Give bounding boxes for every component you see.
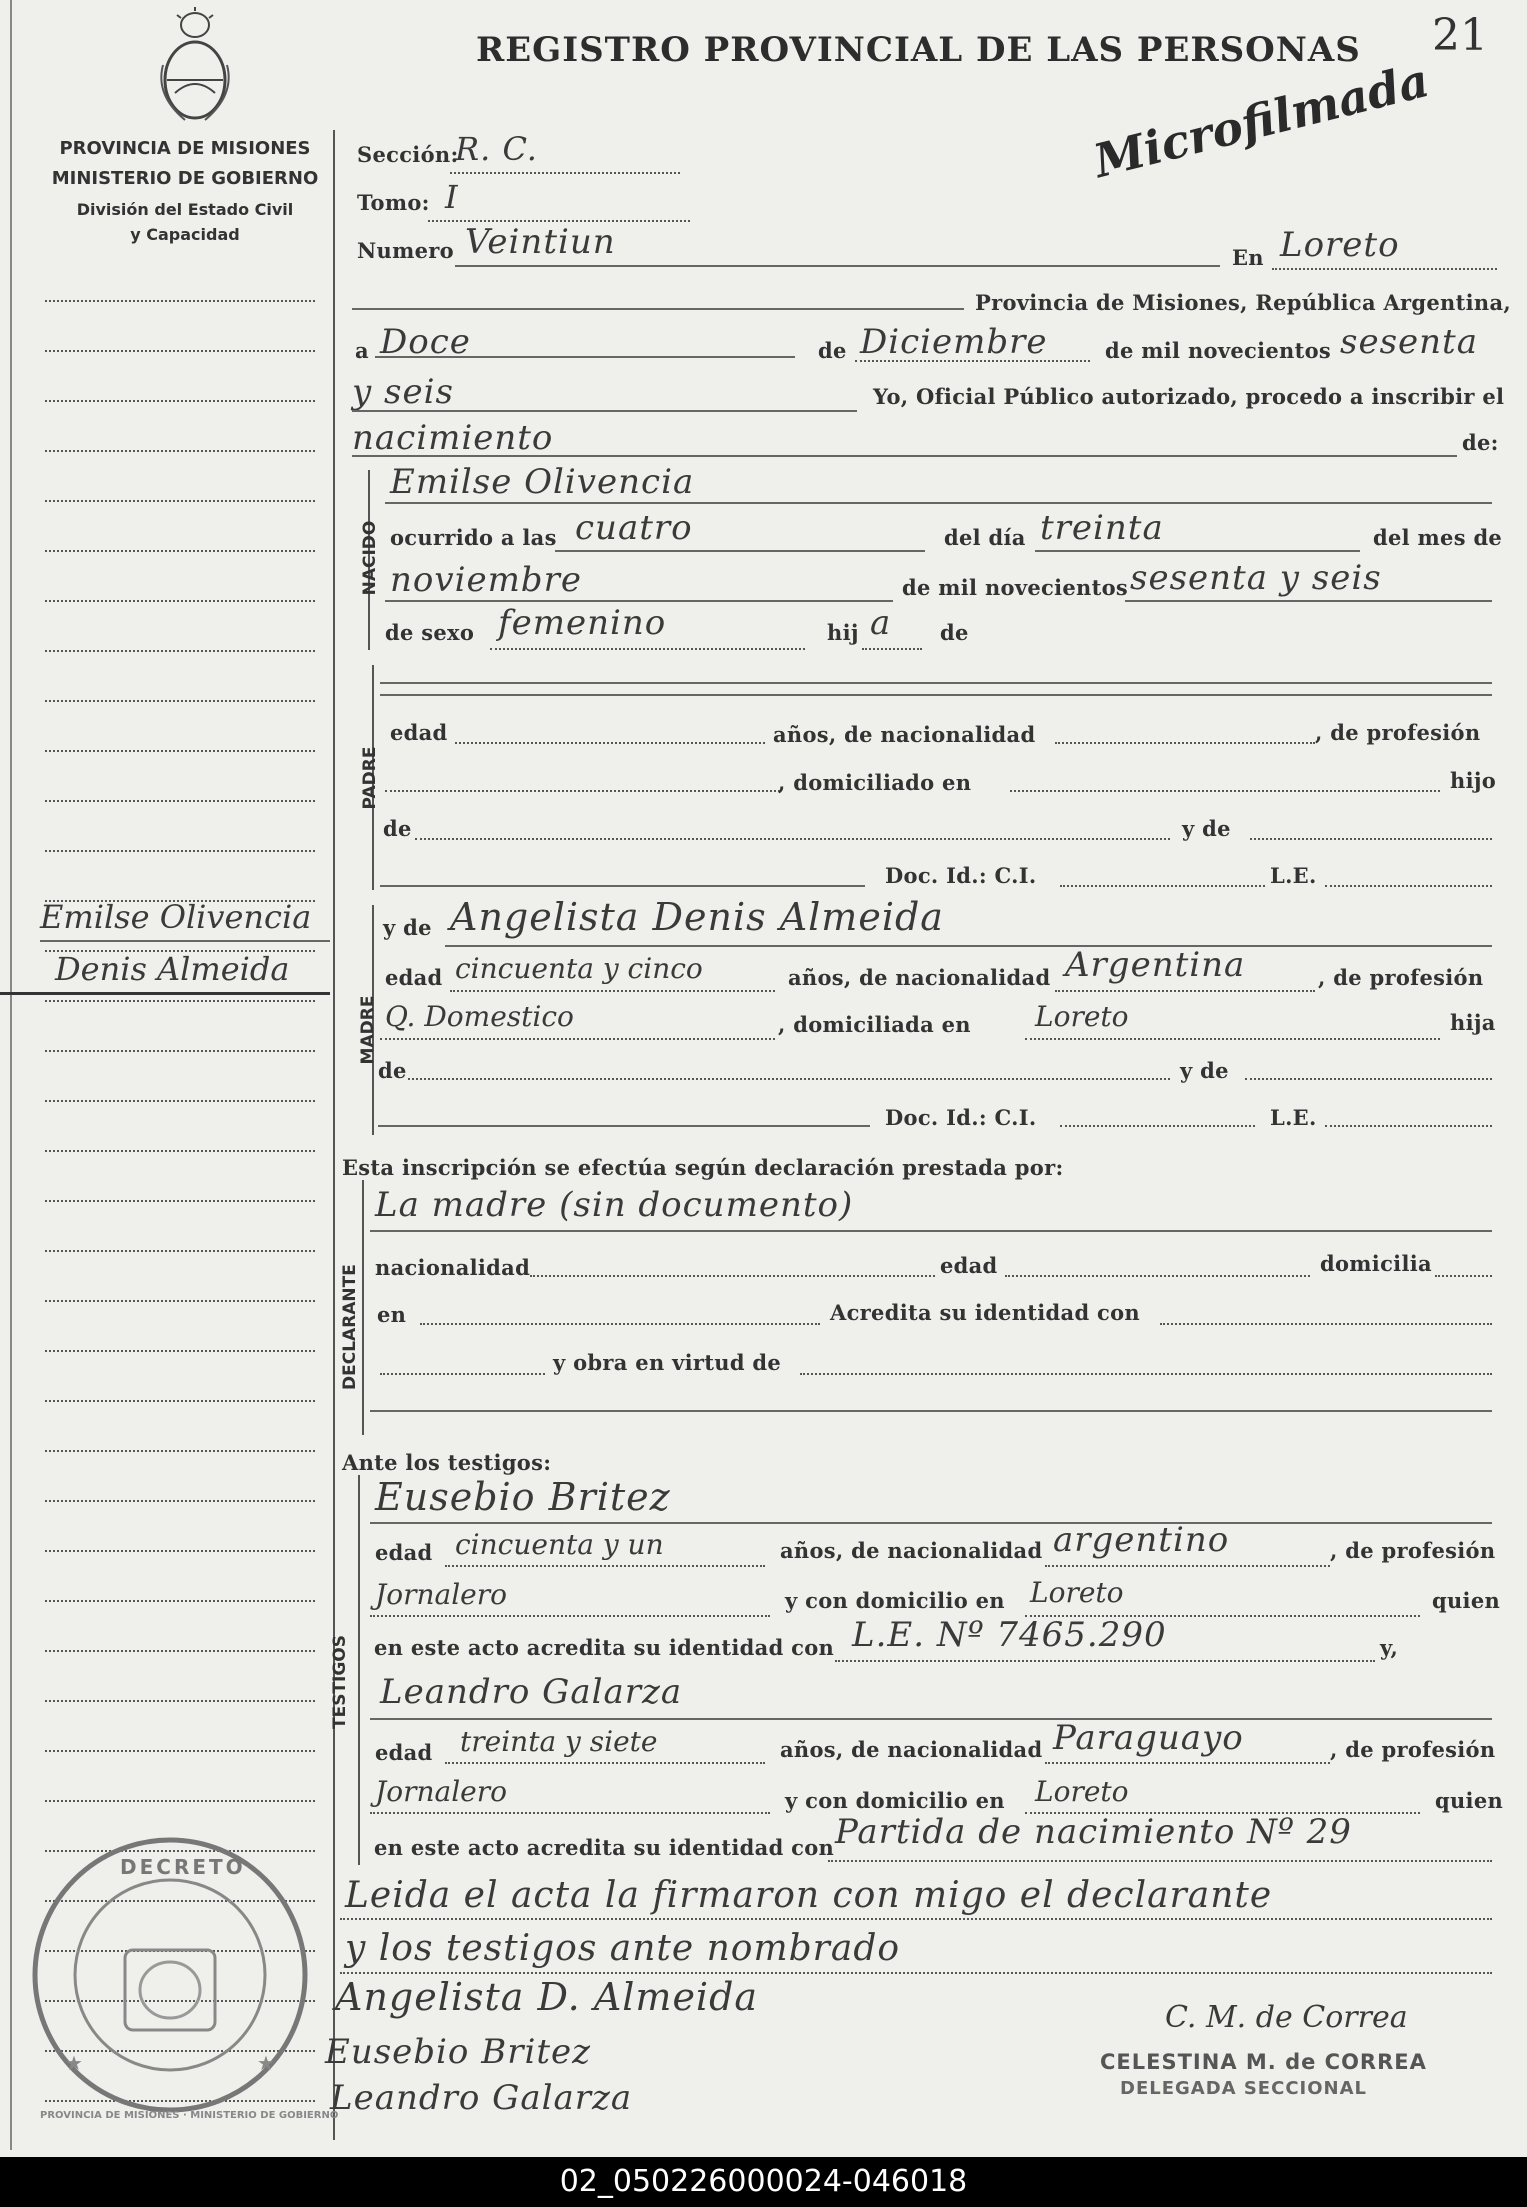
margin-dotted-line xyxy=(45,400,315,402)
dia-value: treinta xyxy=(1040,508,1164,548)
testigo1-domicilio-value: Loreto xyxy=(1030,1576,1124,1609)
padre-de-label: de xyxy=(383,816,412,841)
testigo1-anios-label: años, de nacionalidad xyxy=(780,1538,1043,1563)
de-value: Diciembre xyxy=(860,322,1048,362)
testigo1-edad-label: edad xyxy=(375,1540,433,1565)
margin-dotted-line xyxy=(45,1100,315,1102)
provincia-line: Provincia de Misiones, República Argentina, xyxy=(975,290,1511,315)
testigo1-quien: quien xyxy=(1432,1588,1501,1613)
margin-dotted-line xyxy=(45,500,315,502)
margin-dotted-line xyxy=(45,1700,315,1702)
margin-note-line2: Denis Almeida xyxy=(55,950,290,988)
madre-anios-label: años, de nacionalidad xyxy=(788,965,1051,990)
signature-witness1: Eusebio Britez xyxy=(325,2032,592,2072)
testigo2-edad-label: edad xyxy=(375,1740,433,1765)
official-title: DELEGADA SECCIONAL xyxy=(1120,2078,1367,2099)
testigo2-profesion-label: , de profesión xyxy=(1330,1737,1496,1762)
madre-hija-label: hija xyxy=(1450,1010,1496,1035)
nacido-de-label: de xyxy=(940,620,969,645)
testigo2-domicilio-value: Loreto xyxy=(1035,1775,1129,1808)
mil-value: sesenta xyxy=(1340,322,1478,362)
declarante-domicilia-label: domicilia xyxy=(1320,1251,1432,1276)
margin-dotted-line xyxy=(45,450,315,452)
en-value: Loreto xyxy=(1280,225,1400,265)
madre-edad-label: edad xyxy=(385,965,443,990)
margin-dotted-line xyxy=(45,1350,315,1352)
madre-le-label: L.E. xyxy=(1270,1105,1317,1130)
mil-value2: y seis xyxy=(352,372,454,412)
anio-value: sesenta y seis xyxy=(1130,558,1382,598)
testigo1-domicilio-label: y con domicilio en xyxy=(785,1588,1005,1613)
margin-dotted-line xyxy=(45,1600,315,1602)
de-label: de xyxy=(818,338,847,363)
padre-le-label: L.E. xyxy=(1270,863,1317,888)
hij-label: hij xyxy=(827,620,859,645)
madre-y-de2-label: y de xyxy=(1180,1058,1229,1083)
seal-top-text: DECRETO xyxy=(120,1855,246,1879)
margin-dotted-line xyxy=(45,550,315,552)
svg-text:★: ★ xyxy=(257,2051,275,2075)
nacido-name-value: Emilse Olivencia xyxy=(390,462,695,502)
sexo-value: femenino xyxy=(498,603,667,643)
nacido-section-label: NACIDO xyxy=(360,520,380,596)
seccion-value: R. C. xyxy=(455,130,538,168)
tomo-label: Tomo: xyxy=(357,190,430,215)
margin-dotted-line xyxy=(45,850,315,852)
testigo2-quien: quien xyxy=(1435,1788,1504,1813)
nacido-mil-label: de mil novecientos xyxy=(902,575,1129,600)
margin-dotted-line xyxy=(45,1500,315,1502)
testigos-section-label: TESTIGOS xyxy=(330,1634,350,1730)
padre-anios-label: años, de nacionalidad xyxy=(773,722,1036,747)
testigo1-profesion-value: Jornalero xyxy=(375,1578,507,1611)
margin-dotted-line xyxy=(45,1450,315,1452)
closing-line2: y los testigos ante nombrado xyxy=(345,1928,901,1969)
madre-profesion-label: , de profesión xyxy=(1318,965,1484,990)
numero-value: Veintiun xyxy=(465,222,616,262)
mil-label: de mil novecientos xyxy=(1105,338,1332,363)
testigo2-nacionalidad-value: Paraguayo xyxy=(1053,1718,1244,1758)
footer-code: 02_050226000024-046018 xyxy=(0,2157,1527,2207)
svg-text:★: ★ xyxy=(65,2051,83,2075)
margin-dotted-line xyxy=(45,1000,315,1002)
testigo2-anios-label: años, de nacionalidad xyxy=(780,1737,1043,1762)
mes-value: noviembre xyxy=(390,560,582,600)
testigo2-name: Leandro Galarza xyxy=(380,1672,683,1712)
margin-dotted-line xyxy=(45,1400,315,1402)
testigo1-y: y, xyxy=(1380,1635,1399,1660)
padre-section-label: PADRE xyxy=(360,746,380,810)
padre-profesion-label: , de profesión xyxy=(1315,720,1481,745)
margin-dotted-line xyxy=(45,1800,315,1802)
margin-dotted-line xyxy=(45,1250,315,1252)
madre-domicilio-value: Loreto xyxy=(1035,1000,1129,1033)
page-number: 21 xyxy=(1432,10,1488,61)
madre-de-label: de xyxy=(378,1058,407,1083)
margin-dotted-line xyxy=(45,350,315,352)
declarante-en-label: en xyxy=(377,1302,407,1327)
madre-nacionalidad-value: Argentina xyxy=(1065,945,1246,985)
testigo1-doc-value: L.E. Nº 7465.290 xyxy=(852,1615,1167,1655)
margin-dotted-line xyxy=(45,1150,315,1152)
margin-dotted-line xyxy=(45,800,315,802)
de2-label: de: xyxy=(1462,430,1499,455)
declarante-section-label: DECLARANTE xyxy=(340,1264,360,1390)
margin-dotted-line xyxy=(45,1750,315,1752)
margin-dotted-line xyxy=(45,1650,315,1652)
numero-label: Numero xyxy=(357,238,454,263)
coat-of-arms-icon xyxy=(145,5,245,130)
tomo-value: I xyxy=(445,178,459,216)
testigo2-edad-value: treinta y siete xyxy=(460,1725,658,1758)
seal-ring-text: PROVINCIA DE MISIONES · MINISTERIO DE GOBIERNO xyxy=(40,2110,339,2121)
ocurrido-label: ocurrido a las xyxy=(390,525,557,550)
dia-label: del día xyxy=(944,525,1026,550)
microfilm-stamp: Microfilmada xyxy=(1088,52,1435,189)
madre-section-label: MADRE xyxy=(358,995,378,1065)
testigo2-acredita-label: en este acto acredita su identidad con xyxy=(374,1835,835,1860)
madre-profesion-value: Q. Domestico xyxy=(385,1000,574,1033)
page-title: REGISTRO PROVINCIAL DE LAS PERSONAS xyxy=(476,30,1361,70)
padre-y-de-label: y de xyxy=(1182,816,1231,841)
declarante-obra-label: y obra en virtud de xyxy=(553,1350,782,1375)
acto-value: nacimiento xyxy=(352,418,554,458)
seccion-label: Sección: xyxy=(357,142,459,167)
margin-dotted-line xyxy=(45,750,315,752)
signature-witness2: Leandro Galarza xyxy=(330,2078,633,2118)
declarante-acredita-label: Acredita su identidad con xyxy=(830,1300,1141,1325)
hij-value: a xyxy=(870,603,892,643)
margin-vertical-rule xyxy=(333,130,335,2140)
yo-text: Yo, Oficial Público autorizado, procedo a inscribir el xyxy=(873,384,1505,409)
margin-dotted-line xyxy=(45,700,315,702)
a-label: a xyxy=(355,338,369,363)
mes-label: del mes de xyxy=(1373,525,1503,550)
testigo2-doc-value: Partida de nacimiento Nº 29 xyxy=(835,1812,1352,1852)
testigo1-acredita-label: en este acto acredita su identidad con xyxy=(374,1635,835,1660)
testigo2-profesion-value: Jornalero xyxy=(375,1775,507,1808)
division-name: División del Estado Civil xyxy=(76,200,294,219)
padre-domiciliado-label: , domiciliado en xyxy=(778,770,972,795)
margin-dotted-line xyxy=(45,600,315,602)
margin-dotted-line xyxy=(45,650,315,652)
padre-hijo-label: hijo xyxy=(1450,768,1497,793)
testigo1-nacionalidad-value: argentino xyxy=(1053,1520,1230,1560)
margin-note-line1: Emilse Olivencia xyxy=(40,898,312,936)
declarante-value: La madre (sin documento) xyxy=(375,1185,854,1225)
margin-dotted-line xyxy=(45,1200,315,1202)
declarante-nacionalidad-label: nacionalidad xyxy=(375,1255,531,1280)
official-signature: C. M. de Correa xyxy=(1165,2000,1408,2035)
left-edge-rule xyxy=(10,0,12,2150)
signature-mother: Angelista D. Almeida xyxy=(335,1975,759,2019)
margin-dotted-line xyxy=(45,300,315,302)
testigo1-edad-value: cincuenta y un xyxy=(455,1528,664,1561)
margin-dotted-line xyxy=(45,1550,315,1552)
madre-domiciliada-label: , domiciliada en xyxy=(778,1012,971,1037)
testigo1-profesion-label: , de profesión xyxy=(1330,1538,1496,1563)
capacity-name: y Capacidad xyxy=(130,225,240,244)
en-label: En xyxy=(1232,245,1264,270)
sexo-label: de sexo xyxy=(385,620,475,645)
province-name: PROVINCIA DE MISIONES xyxy=(59,138,311,159)
madre-y-de-label: y de xyxy=(383,915,432,940)
declarante-edad-label: edad xyxy=(940,1253,998,1278)
testigo2-domicilio-label: y con domicilio en xyxy=(785,1788,1005,1813)
ministry-name: MINISTERIO DE GOBIERNO xyxy=(51,168,319,189)
padre-edad-label: edad xyxy=(390,720,448,745)
padre-doc-label: Doc. Id.: C.I. xyxy=(885,863,1037,888)
testigo1-name: Eusebio Britez xyxy=(375,1475,671,1519)
testigos-intro: Ante los testigos: xyxy=(342,1450,552,1475)
margin-dotted-line xyxy=(45,1300,315,1302)
declarante-intro: Esta inscripción se efectúa según declaración prestada por: xyxy=(342,1155,1064,1180)
margin-dotted-line xyxy=(45,1050,315,1052)
madre-doc-label: Doc. Id.: C.I. xyxy=(885,1105,1037,1130)
hora-value: cuatro xyxy=(575,508,693,548)
closing-line1: Leida el acta la firmaron con migo el declarante xyxy=(345,1875,1273,1916)
madre-name-value: Angelista Denis Almeida xyxy=(450,895,944,939)
a-value: Doce xyxy=(380,322,471,362)
madre-edad-value: cincuenta y cinco xyxy=(455,952,703,985)
official-name: CELESTINA M. de CORREA xyxy=(1100,2050,1427,2074)
